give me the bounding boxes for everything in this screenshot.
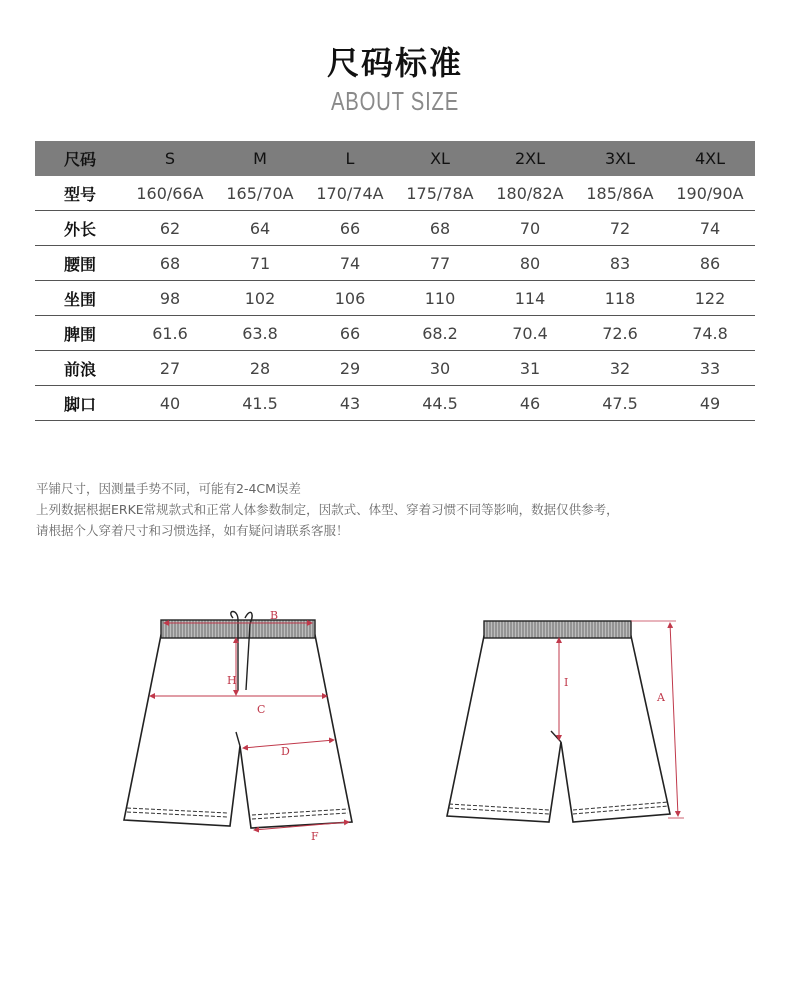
row-label: 脾围: [35, 316, 125, 351]
shorts-measurement-diagram: [0, 590, 790, 860]
table-cell: 66: [305, 316, 395, 351]
row-label: 前浪: [35, 351, 125, 386]
table-cell: 190/90A: [665, 176, 755, 211]
table-cell: 68.2: [395, 316, 485, 351]
row-label: 脚口: [35, 386, 125, 421]
table-cell: 33: [665, 351, 755, 386]
table-cell: 106: [305, 281, 395, 316]
row-label: 型号: [35, 176, 125, 211]
row-label: 坐围: [35, 281, 125, 316]
table-cell: 63.8: [215, 316, 305, 351]
shorts-front-view: [124, 609, 352, 843]
shorts-back-view: [447, 621, 684, 822]
table-cell: 47.5: [575, 386, 665, 421]
table-cell: 62: [125, 211, 215, 246]
table-cell: 72: [575, 211, 665, 246]
table-cell: 46: [485, 386, 575, 421]
table-cell: 68: [395, 211, 485, 246]
dim-label-f: F: [311, 830, 319, 843]
size-notes: [36, 478, 619, 541]
header-cell: S: [125, 141, 215, 176]
table-cell: 185/86A: [575, 176, 665, 211]
table-row: [35, 351, 755, 386]
table-cell: 29: [305, 351, 395, 386]
back-waistband: [484, 621, 631, 638]
table-cell: 68: [125, 246, 215, 281]
header-cell: 尺码: [35, 141, 125, 176]
header-cell: XL: [395, 141, 485, 176]
header-cell: 4XL: [665, 141, 755, 176]
table-cell: 43: [305, 386, 395, 421]
table-cell: 102: [215, 281, 305, 316]
table-cell: 110: [395, 281, 485, 316]
table-cell: 114: [485, 281, 575, 316]
table-cell: 98: [125, 281, 215, 316]
table-cell: 27: [125, 351, 215, 386]
table-row: [35, 316, 755, 351]
dim-label-a: A: [657, 691, 665, 704]
table-cell: 122: [665, 281, 755, 316]
table-cell: 74: [665, 211, 755, 246]
table-cell: 61.6: [125, 316, 215, 351]
dim-label-c: C: [257, 703, 266, 716]
table-cell: 86: [665, 246, 755, 281]
page-subtitle: ABOUT SIZE: [330, 86, 459, 116]
table-cell: 66: [305, 211, 395, 246]
table-cell: 28: [215, 351, 305, 386]
table-cell: 49: [665, 386, 755, 421]
note-line: 平铺尺寸，因测量手势不同，可能有2-4CM误差: [36, 481, 301, 496]
table-cell: 30: [395, 351, 485, 386]
header-cell: 3XL: [575, 141, 665, 176]
table-cell: 80: [485, 246, 575, 281]
table-cell: 180/82A: [485, 176, 575, 211]
table-cell: 175/78A: [395, 176, 485, 211]
table-cell: 77: [395, 246, 485, 281]
table-cell: 170/74A: [305, 176, 395, 211]
dim-label-h: H: [227, 674, 237, 687]
note-line: 上列数据根据ERKE常规款式和正常人体参数制定，因款式、体型、穿着习惯不同等影响，数据仅供参考，: [36, 502, 619, 517]
table-cell: 44.5: [395, 386, 485, 421]
row-label: 外长: [35, 211, 125, 246]
size-table-header: [35, 141, 755, 176]
table-cell: 31: [485, 351, 575, 386]
size-table: [35, 141, 755, 421]
table-cell: 32: [575, 351, 665, 386]
row-label: 腰围: [35, 246, 125, 281]
table-cell: 41.5: [215, 386, 305, 421]
table-cell: 118: [575, 281, 665, 316]
table-cell: 72.6: [575, 316, 665, 351]
page-title: 尺码标准: [326, 44, 463, 82]
table-cell: 160/66A: [125, 176, 215, 211]
table-row: [35, 386, 755, 421]
table-cell: 64: [215, 211, 305, 246]
dim-label-i: I: [564, 676, 569, 689]
table-cell: 74: [305, 246, 395, 281]
header-cell: M: [215, 141, 305, 176]
table-row: [35, 211, 755, 246]
table-row: [35, 281, 755, 316]
table-cell: 165/70A: [215, 176, 305, 211]
note-line: 请根据个人穿着尺寸和习惯选择，如有疑问请联系客服！: [36, 523, 349, 538]
dim-line-a: [670, 623, 678, 816]
dim-label-d: D: [281, 745, 290, 758]
table-row: [35, 246, 755, 281]
table-cell: 83: [575, 246, 665, 281]
table-cell: 70.4: [485, 316, 575, 351]
table-cell: 70: [485, 211, 575, 246]
header-cell: L: [305, 141, 395, 176]
table-cell: 74.8: [665, 316, 755, 351]
header-cell: 2XL: [485, 141, 575, 176]
table-row: [35, 176, 755, 211]
table-cell: 40: [125, 386, 215, 421]
dim-label-b: B: [270, 609, 279, 622]
table-cell: 71: [215, 246, 305, 281]
